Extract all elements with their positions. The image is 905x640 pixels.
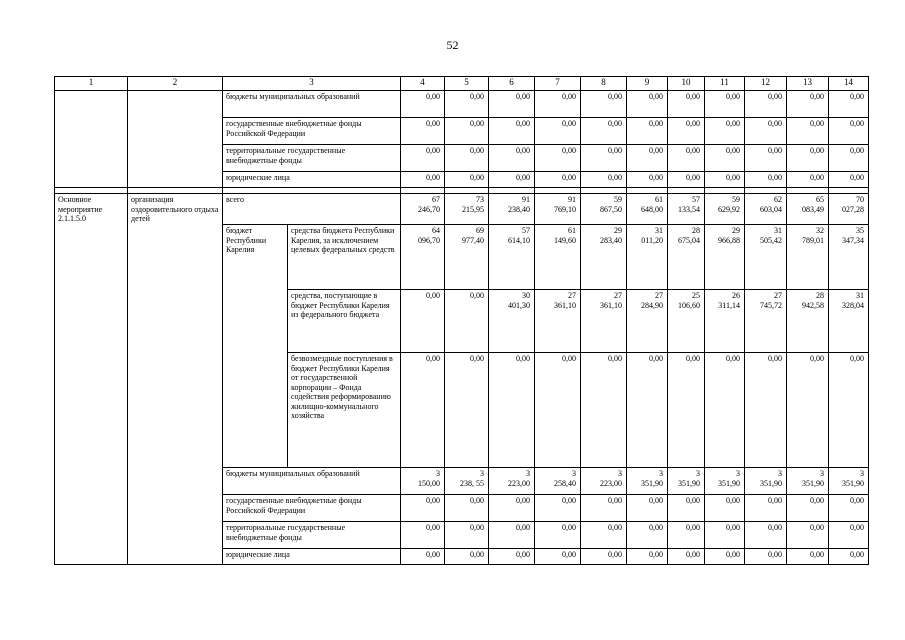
value-cell: 3 351,90 [668, 468, 705, 495]
value-cell: 0,00 [535, 495, 581, 522]
value-cell: 0,00 [535, 91, 581, 118]
column-header: 5 [445, 77, 489, 91]
value-cell: 0,00 [445, 290, 489, 353]
value-cell: 0,00 [581, 549, 627, 565]
value-cell: 91 769,10 [535, 194, 581, 225]
row-label: территориальные государственные внебюджетные фонды [223, 145, 401, 172]
value-cell: 32 789,01 [787, 225, 829, 290]
table-row [55, 91, 869, 118]
measure-name: Основное мероприятие 2.1.1.5.0 [55, 194, 128, 565]
value-cell: 0,00 [627, 91, 668, 118]
value-cell: 35 347,34 [829, 225, 869, 290]
value-cell: 0,00 [489, 353, 535, 468]
value-cell: 0,00 [401, 522, 445, 549]
value-cell: 31 505,42 [745, 225, 787, 290]
value-cell: 27 361,10 [581, 290, 627, 353]
column-header: 13 [787, 77, 829, 91]
value-cell: 0,00 [705, 495, 745, 522]
empty-cell [55, 91, 128, 188]
value-cell: 27 284,90 [627, 290, 668, 353]
row-label: бюджеты муниципальных образований [223, 91, 401, 118]
value-cell: 57 133,54 [668, 194, 705, 225]
value-cell: 0,00 [829, 145, 869, 172]
column-header: 9 [627, 77, 668, 91]
row-label: средства бюджета Республики Карелия, за исключением целевых федеральных средств [288, 225, 401, 290]
value-cell: 0,00 [489, 495, 535, 522]
empty-cell [128, 91, 223, 188]
value-cell: 0,00 [787, 145, 829, 172]
value-cell: 0,00 [787, 495, 829, 522]
value-cell: 0,00 [581, 118, 627, 145]
row-label: безвозмездные поступления в бюджет Республики Карелия от государственной корпорации – Фонда содействия реформированию жилищно-коммунального хозяйства [288, 353, 401, 468]
value-cell: 30 401,30 [489, 290, 535, 353]
value-cell: 0,00 [489, 172, 535, 188]
value-cell: 0,00 [787, 91, 829, 118]
value-cell: 0,00 [445, 522, 489, 549]
value-cell: 0,00 [401, 290, 445, 353]
value-cell: 0,00 [745, 145, 787, 172]
budget-label: бюджет Республики Карелия [223, 225, 288, 468]
value-cell: 70 027,28 [829, 194, 869, 225]
value-cell: 0,00 [445, 495, 489, 522]
value-cell: 0,00 [705, 91, 745, 118]
value-cell: 0,00 [705, 353, 745, 468]
value-cell: 26 311,14 [705, 290, 745, 353]
value-cell: 0,00 [535, 353, 581, 468]
value-cell: 0,00 [401, 549, 445, 565]
value-cell: 0,00 [745, 522, 787, 549]
value-cell: 0,00 [401, 118, 445, 145]
value-cell: 3 223,00 [581, 468, 627, 495]
value-cell: 27 361,10 [535, 290, 581, 353]
value-cell: 0,00 [445, 145, 489, 172]
value-cell: 0,00 [627, 353, 668, 468]
measure-description: организация оздоровительного отдыха детей [128, 194, 223, 565]
row-label: юридические лица [223, 549, 401, 565]
value-cell: 31 328,04 [829, 290, 869, 353]
page-number: 52 [446, 38, 459, 52]
row-label: бюджеты муниципальных образований [223, 468, 401, 495]
value-cell: 0,00 [745, 91, 787, 118]
value-cell: 0,00 [445, 118, 489, 145]
value-cell: 28 675,04 [668, 225, 705, 290]
value-cell: 29 966,88 [705, 225, 745, 290]
value-cell: 0,00 [705, 522, 745, 549]
value-cell: 0,00 [401, 495, 445, 522]
column-header: 7 [535, 77, 581, 91]
table-body [55, 77, 869, 565]
column-header: 6 [489, 77, 535, 91]
value-cell: 0,00 [787, 549, 829, 565]
value-cell: 0,00 [627, 118, 668, 145]
value-cell: 0,00 [668, 91, 705, 118]
value-cell: 0,00 [581, 91, 627, 118]
value-cell: 0,00 [401, 145, 445, 172]
column-header: 11 [705, 77, 745, 91]
table-header-row [55, 77, 869, 91]
value-cell: 0,00 [535, 145, 581, 172]
value-cell: 59 867,50 [581, 194, 627, 225]
value-cell: 0,00 [829, 549, 869, 565]
value-cell: 0,00 [581, 495, 627, 522]
value-cell: 25 106,60 [668, 290, 705, 353]
column-header: 14 [829, 77, 869, 91]
value-cell: 0,00 [535, 118, 581, 145]
value-cell: 0,00 [445, 91, 489, 118]
budget-table [54, 76, 869, 565]
row-label: государственные внебюджетные фонды Российской Федерации [223, 495, 401, 522]
value-cell: 0,00 [668, 549, 705, 565]
value-cell: 0,00 [489, 118, 535, 145]
value-cell: 0,00 [445, 353, 489, 468]
value-cell: 3 258,40 [535, 468, 581, 495]
value-cell: 0,00 [535, 549, 581, 565]
value-cell: 0,00 [787, 172, 829, 188]
value-cell: 0,00 [627, 549, 668, 565]
value-cell: 0,00 [705, 145, 745, 172]
column-header: 4 [401, 77, 445, 91]
row-label: юридические лица [223, 172, 401, 188]
value-cell: 0,00 [401, 91, 445, 118]
value-cell: 0,00 [445, 549, 489, 565]
row-label: территориальные государственные внебюджетные фонды [223, 522, 401, 549]
value-cell: 73 215,95 [445, 194, 489, 225]
value-cell: 3 150,00 [401, 468, 445, 495]
value-cell: 0,00 [445, 172, 489, 188]
value-cell: 0,00 [787, 118, 829, 145]
value-cell: 57 614,10 [489, 225, 535, 290]
row-label: средства, поступающие в бюджет Республики Карелия из федерального бюджета [288, 290, 401, 353]
value-cell: 0,00 [668, 495, 705, 522]
value-cell: 61 648,00 [627, 194, 668, 225]
value-cell: 0,00 [705, 549, 745, 565]
value-cell: 0,00 [829, 495, 869, 522]
value-cell: 65 083,49 [787, 194, 829, 225]
value-cell: 0,00 [668, 353, 705, 468]
value-cell: 0,00 [668, 522, 705, 549]
value-cell: 0,00 [535, 522, 581, 549]
value-cell: 0,00 [668, 172, 705, 188]
value-cell: 62 603,04 [745, 194, 787, 225]
value-cell: 0,00 [668, 145, 705, 172]
value-cell: 3 351,90 [745, 468, 787, 495]
value-cell: 0,00 [581, 145, 627, 172]
value-cell: 3 351,90 [787, 468, 829, 495]
column-header: 12 [745, 77, 787, 91]
value-cell: 0,00 [829, 522, 869, 549]
value-cell: 0,00 [705, 118, 745, 145]
value-cell: 27 745,72 [745, 290, 787, 353]
value-cell: 59 629,92 [705, 194, 745, 225]
value-cell: 0,00 [745, 495, 787, 522]
value-cell: 0,00 [627, 145, 668, 172]
value-cell: 0,00 [745, 353, 787, 468]
value-cell: 0,00 [535, 172, 581, 188]
column-header: 8 [581, 77, 627, 91]
value-cell: 3 223,00 [489, 468, 535, 495]
row-label: государственные внебюджетные фонды Российской Федерации [223, 118, 401, 145]
value-cell: 0,00 [829, 118, 869, 145]
value-cell: 0,00 [829, 172, 869, 188]
column-header: 2 [128, 77, 223, 91]
value-cell: 0,00 [745, 118, 787, 145]
value-cell: 61 149,60 [535, 225, 581, 290]
value-cell: 0,00 [489, 522, 535, 549]
column-header: 1 [55, 77, 128, 91]
value-cell: 0,00 [829, 91, 869, 118]
value-cell: 67 246,70 [401, 194, 445, 225]
value-cell: 0,00 [401, 172, 445, 188]
value-cell: 69 977,40 [445, 225, 489, 290]
value-cell: 0,00 [787, 353, 829, 468]
value-cell: 0,00 [489, 145, 535, 172]
value-cell: 0,00 [829, 353, 869, 468]
value-cell: 0,00 [745, 172, 787, 188]
value-cell: 0,00 [745, 549, 787, 565]
value-cell: 0,00 [705, 172, 745, 188]
row-label: всего [223, 194, 401, 225]
value-cell: 3 351,90 [829, 468, 869, 495]
value-cell: 28 942,58 [787, 290, 829, 353]
value-cell: 0,00 [489, 549, 535, 565]
value-cell: 0,00 [581, 172, 627, 188]
value-cell: 0,00 [401, 353, 445, 468]
column-header: 10 [668, 77, 705, 91]
value-cell: 29 283,40 [581, 225, 627, 290]
value-cell: 3 351,90 [627, 468, 668, 495]
value-cell: 0,00 [627, 522, 668, 549]
value-cell: 0,00 [627, 172, 668, 188]
value-cell: 0,00 [581, 353, 627, 468]
value-cell: 0,00 [787, 522, 829, 549]
value-cell: 0,00 [581, 522, 627, 549]
column-header: 3 [223, 77, 401, 91]
value-cell: 31 011,20 [627, 225, 668, 290]
value-cell: 3 351,90 [705, 468, 745, 495]
value-cell: 0,00 [627, 495, 668, 522]
value-cell: 3 238, 55 [445, 468, 489, 495]
value-cell: 0,00 [668, 118, 705, 145]
value-cell: 0,00 [489, 91, 535, 118]
value-cell: 64 096,70 [401, 225, 445, 290]
table-row [55, 194, 869, 225]
value-cell: 91 238,40 [489, 194, 535, 225]
